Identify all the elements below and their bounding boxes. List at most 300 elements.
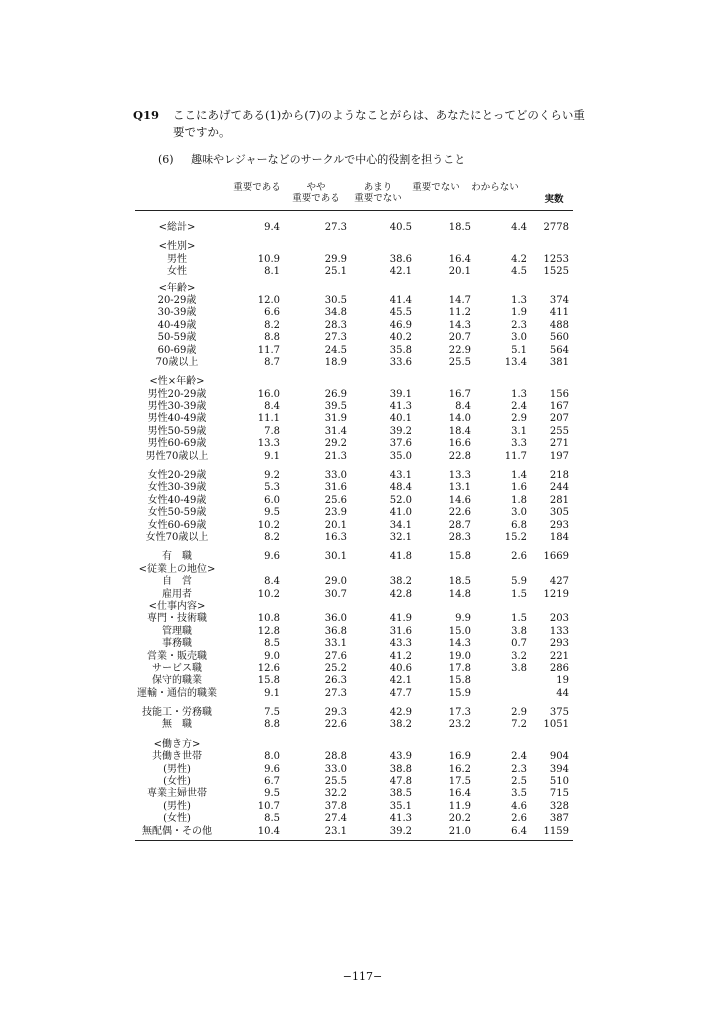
cell-col6: 564 <box>549 344 569 356</box>
row-label: <働き方> <box>153 738 201 750</box>
table-header <box>135 180 573 210</box>
cell-col5: 3.0 <box>511 507 527 519</box>
cell-col2: 39.5 <box>324 401 347 413</box>
cell-col5: 3.5 <box>511 788 527 800</box>
header-somewhat-important-line2: 重要である <box>292 193 340 204</box>
table-row <box>135 651 573 663</box>
cell-col4: 14.0 <box>448 413 471 425</box>
row-label: <仕事内容> <box>148 600 206 612</box>
table-row <box>135 401 573 413</box>
cell-col2: 33.0 <box>324 470 347 482</box>
cell-col4: 25.5 <box>448 356 471 368</box>
header-not-very-important <box>345 182 411 204</box>
cell-col5: 2.6 <box>511 813 527 825</box>
cell-col6: 375 <box>549 707 569 719</box>
cell-col5: 1.5 <box>511 588 527 600</box>
row-label: 男性60-69歳 <box>147 438 207 450</box>
cell-col2: 22.6 <box>324 719 347 731</box>
header-rule <box>135 210 573 211</box>
cell-col1: 7.5 <box>264 707 280 719</box>
cell-col2: 31.6 <box>324 482 347 494</box>
survey-table <box>135 180 573 841</box>
cell-col5: 1.8 <box>511 494 527 506</box>
cell-col4: 19.0 <box>448 650 471 662</box>
cell-col2: 28.3 <box>324 319 347 331</box>
cell-col1: 10.4 <box>257 825 280 837</box>
header-somewhat-important <box>285 182 347 204</box>
cell-col4: 16.4 <box>448 788 471 800</box>
bottom-rule <box>135 840 573 841</box>
cell-col2: 23.9 <box>324 507 347 519</box>
cell-col6: 271 <box>549 438 569 450</box>
table-row <box>135 551 573 563</box>
table-row <box>135 688 573 700</box>
table-row <box>135 801 573 813</box>
cell-col6: 293 <box>549 638 569 650</box>
cell-col3: 39.2 <box>389 425 412 437</box>
cell-col2: 27.3 <box>324 687 347 699</box>
cell-col4: 13.1 <box>448 482 471 494</box>
row-label: 事務職 <box>162 638 192 650</box>
cell-col3: 31.6 <box>389 625 412 637</box>
cell-col4: 20.2 <box>448 813 471 825</box>
table-row <box>135 283 573 295</box>
cell-col1: 6.0 <box>264 494 280 506</box>
table-row <box>135 613 573 625</box>
cell-col6: 293 <box>549 519 569 531</box>
cell-col3: 35.0 <box>389 450 412 462</box>
row-label: 運輸・通信的職業 <box>137 687 217 699</box>
cell-col3: 40.2 <box>389 332 412 344</box>
cell-col4: 20.1 <box>448 266 471 278</box>
cell-col3: 41.3 <box>389 813 412 825</box>
row-label: <性別> <box>158 241 196 253</box>
row-label: (女性) <box>163 776 191 788</box>
cell-col4: 15.0 <box>448 625 471 637</box>
cell-col3: 34.1 <box>389 519 412 531</box>
cell-col3: 41.0 <box>389 507 412 519</box>
cell-col6: 167 <box>549 401 569 413</box>
cell-col4: 18.5 <box>448 576 471 588</box>
cell-col1: 8.7 <box>264 356 280 368</box>
cell-col6: 156 <box>549 388 569 400</box>
cell-col2: 33.1 <box>324 638 347 650</box>
cell-col2: 20.1 <box>324 519 347 531</box>
cell-col6: 1669 <box>543 551 569 563</box>
page-number: −117− <box>342 970 383 983</box>
cell-col5: 6.8 <box>511 519 527 531</box>
row-label: 雇用者 <box>162 588 192 600</box>
cell-col3: 48.4 <box>389 482 412 494</box>
cell-col4: 21.0 <box>448 825 471 837</box>
row-label: <総計> <box>158 222 196 233</box>
cell-col1: 9.5 <box>264 788 280 800</box>
cell-col3: 41.2 <box>389 650 412 662</box>
table-row <box>135 495 573 507</box>
cell-col5: 2.9 <box>511 413 527 425</box>
cell-col6: 328 <box>549 800 569 812</box>
cell-col3: 39.1 <box>389 388 412 400</box>
cell-col1: 12.0 <box>257 294 280 306</box>
table-row <box>135 813 573 825</box>
cell-col4: 23.2 <box>448 719 471 731</box>
table-row <box>135 576 573 588</box>
cell-col3: 38.8 <box>389 763 412 775</box>
cell-col1: 9.2 <box>264 470 280 482</box>
row-label: 有 職 <box>162 551 192 563</box>
cell-col3: 43.3 <box>389 638 412 650</box>
row-label: 専門・技術職 <box>147 613 207 625</box>
cell-col5: 1.3 <box>511 388 527 400</box>
row-label: 共働き世帯 <box>152 751 202 763</box>
cell-col6: 244 <box>549 482 569 494</box>
cell-col3: 40.6 <box>389 662 412 674</box>
table-row <box>135 707 573 719</box>
cell-col1: 8.2 <box>264 319 280 331</box>
cell-col4: 9.9 <box>455 613 471 625</box>
cell-col1: 10.8 <box>257 613 280 625</box>
table-row <box>135 739 573 751</box>
cell-col5: 2.4 <box>511 401 527 413</box>
cell-col2: 25.1 <box>324 266 347 278</box>
cell-col5: 2.9 <box>511 707 527 719</box>
cell-col3: 41.9 <box>389 613 412 625</box>
cell-col4: 8.4 <box>455 401 471 413</box>
cell-col2: 29.9 <box>324 253 347 265</box>
table-row <box>135 663 573 675</box>
cell-col4: 17.8 <box>448 662 471 674</box>
cell-col3: 42.1 <box>389 675 412 687</box>
cell-col3: 52.0 <box>389 494 412 506</box>
row-label: 男性70歳以上 <box>145 450 209 462</box>
cell-col4: 18.5 <box>448 222 471 233</box>
row-label: 女性70歳以上 <box>145 531 209 543</box>
cell-col1: 11.1 <box>257 413 280 425</box>
cell-col1: 8.5 <box>264 638 280 650</box>
cell-col1: 8.5 <box>264 813 280 825</box>
table-row <box>135 626 573 638</box>
table-row <box>135 675 573 687</box>
cell-col6: 381 <box>549 356 569 368</box>
cell-col6: 2778 <box>543 222 569 233</box>
cell-col5: 3.8 <box>511 625 527 637</box>
question-text: ここにあげてある(1)から(7)のようなことがらは、あなたにとってどのくらい重要ですか。 <box>173 108 585 139</box>
cell-col2: 23.1 <box>324 825 347 837</box>
cell-col2: 30.1 <box>324 551 347 563</box>
cell-col5: 1.5 <box>511 613 527 625</box>
subitem-number: (6) <box>158 153 174 166</box>
cell-col2: 30.5 <box>324 294 347 306</box>
cell-col4: 16.9 <box>448 751 471 763</box>
cell-col3: 40.5 <box>389 222 412 233</box>
cell-col6: 1253 <box>543 253 569 265</box>
table-row <box>135 601 573 613</box>
cell-col4: 22.9 <box>448 344 471 356</box>
table-row <box>135 520 573 532</box>
cell-col5: 3.8 <box>511 662 527 674</box>
cell-col4: 15.8 <box>448 551 471 563</box>
cell-col6: 374 <box>549 294 569 306</box>
cell-col5: 4.6 <box>511 800 527 812</box>
row-label: 女性 <box>167 266 187 278</box>
cell-col3: 41.8 <box>389 551 412 563</box>
cell-col6: 427 <box>549 576 569 588</box>
row-label: 営業・販売職 <box>147 650 207 662</box>
subitem <box>158 151 465 167</box>
cell-col5: 1.3 <box>511 294 527 306</box>
row-label: <従業上の地位> <box>138 563 216 575</box>
cell-col2: 31.9 <box>324 413 347 425</box>
cell-col3: 38.2 <box>389 719 412 731</box>
cell-col4: 16.4 <box>448 253 471 265</box>
cell-col1: 6.6 <box>264 307 280 319</box>
row-label: 40-49歳 <box>157 319 197 331</box>
cell-col4: 14.3 <box>448 638 471 650</box>
cell-col5: 5.9 <box>511 576 527 588</box>
row-label: (女性) <box>163 813 191 825</box>
cell-col6: 411 <box>549 307 569 319</box>
cell-col2: 27.3 <box>324 222 347 233</box>
cell-col5: 2.4 <box>511 751 527 763</box>
cell-col1: 8.2 <box>264 531 280 543</box>
cell-col5: 3.3 <box>511 438 527 450</box>
cell-col1: 13.3 <box>257 438 280 450</box>
row-label: 男性20-29歳 <box>147 388 207 400</box>
cell-col2: 31.4 <box>324 425 347 437</box>
cell-col1: 12.8 <box>257 625 280 637</box>
row-spacer <box>135 700 573 707</box>
cell-col6: 1525 <box>543 266 569 278</box>
row-label: (男性) <box>163 763 191 775</box>
cell-col3: 33.6 <box>389 356 412 368</box>
cell-col6: 197 <box>549 450 569 462</box>
row-label: 女性40-49歳 <box>147 494 207 506</box>
cell-col1: 9.1 <box>264 450 280 462</box>
cell-col4: 17.5 <box>448 776 471 788</box>
table-row <box>135 295 573 307</box>
row-label: 50-59歳 <box>157 332 197 344</box>
cell-col2: 29.0 <box>324 576 347 588</box>
cell-col5: 5.1 <box>511 344 527 356</box>
cell-col2: 32.2 <box>324 788 347 800</box>
cell-col6: 44 <box>556 687 569 699</box>
row-label: 女性30-39歳 <box>147 482 207 494</box>
cell-col5: 4.4 <box>511 222 527 233</box>
cell-col4: 11.2 <box>448 307 471 319</box>
row-label: 女性60-69歳 <box>147 519 207 531</box>
row-label: <年齢> <box>158 282 196 294</box>
cell-col6: 255 <box>549 425 569 437</box>
row-label: 男性50-59歳 <box>147 425 207 437</box>
cell-col3: 38.6 <box>389 253 412 265</box>
cell-col2: 36.8 <box>324 625 347 637</box>
cell-col5: 2.6 <box>511 551 527 563</box>
table-row <box>135 589 573 601</box>
cell-col5: 13.4 <box>504 356 527 368</box>
row-label: 20-29歳 <box>157 294 197 306</box>
row-label: 30-39歳 <box>157 307 197 319</box>
header-not-very-important-line2: 重要でない <box>354 193 402 204</box>
cell-col2: 30.7 <box>324 588 347 600</box>
table-row <box>135 222 573 234</box>
row-spacer <box>135 463 573 470</box>
cell-col2: 25.2 <box>324 662 347 674</box>
row-label: 自 営 <box>162 576 192 588</box>
cell-col6: 1219 <box>543 588 569 600</box>
row-label: 男性 <box>167 253 187 265</box>
cell-col6: 305 <box>549 507 569 519</box>
cell-col1: 15.8 <box>257 675 280 687</box>
cell-col2: 29.3 <box>324 707 347 719</box>
table-row <box>135 507 573 519</box>
header-important: 重要である <box>233 182 281 193</box>
table-row <box>135 826 573 838</box>
row-label: 60-69歳 <box>157 344 197 356</box>
cell-col6: 488 <box>549 319 569 331</box>
cell-col5: 3.2 <box>511 650 527 662</box>
cell-col5: 6.4 <box>511 825 527 837</box>
row-label: サービス職 <box>152 662 202 674</box>
cell-col3: 45.5 <box>389 307 412 319</box>
cell-col4: 16.2 <box>448 763 471 775</box>
question <box>133 107 593 141</box>
cell-col1: 8.4 <box>264 401 280 413</box>
table-row <box>135 413 573 425</box>
table-row <box>135 241 573 253</box>
table-row <box>135 266 573 278</box>
cell-col1: 10.2 <box>257 519 280 531</box>
cell-col3: 43.1 <box>389 470 412 482</box>
cell-col2: 33.0 <box>324 763 347 775</box>
cell-col6: 281 <box>549 494 569 506</box>
cell-col1: 5.3 <box>264 482 280 494</box>
cell-col5: 0.7 <box>511 638 527 650</box>
table-row <box>135 345 573 357</box>
cell-col1: 9.6 <box>264 551 280 563</box>
cell-col5: 2.3 <box>511 763 527 775</box>
table-row <box>135 764 573 776</box>
cell-col2: 24.5 <box>324 344 347 356</box>
row-label: 男性30-39歳 <box>147 401 207 413</box>
cell-col1: 11.7 <box>257 344 280 356</box>
cell-col6: 203 <box>549 613 569 625</box>
cell-col4: 14.3 <box>448 319 471 331</box>
cell-col3: 43.9 <box>389 751 412 763</box>
cell-col2: 25.5 <box>324 776 347 788</box>
row-label: 技能工・労務職 <box>142 707 212 719</box>
cell-col5: 2.5 <box>511 776 527 788</box>
cell-col2: 36.0 <box>324 613 347 625</box>
cell-col4: 16.7 <box>448 388 471 400</box>
cell-col6: 510 <box>549 776 569 788</box>
cell-col5: 1.9 <box>511 307 527 319</box>
header-somewhat-important-line1: やや <box>306 182 326 193</box>
cell-col6: 218 <box>549 470 569 482</box>
cell-col4: 16.6 <box>448 438 471 450</box>
table-row <box>135 320 573 332</box>
row-label: 70歳以上 <box>155 356 199 368</box>
cell-col3: 35.1 <box>389 800 412 812</box>
cell-col3: 39.2 <box>389 825 412 837</box>
cell-col4: 11.9 <box>448 800 471 812</box>
cell-col2: 37.8 <box>324 800 347 812</box>
cell-col1: 9.5 <box>264 507 280 519</box>
table-row <box>135 357 573 369</box>
cell-col2: 27.3 <box>324 332 347 344</box>
table-row <box>135 638 573 650</box>
cell-col5: 7.2 <box>511 719 527 731</box>
table-row <box>135 254 573 266</box>
cell-col3: 37.6 <box>389 438 412 450</box>
table-row <box>135 451 573 463</box>
cell-col6: 1159 <box>543 825 569 837</box>
row-label: 保守的職業 <box>152 675 202 687</box>
cell-col2: 25.6 <box>324 494 347 506</box>
cell-col3: 42.1 <box>389 266 412 278</box>
cell-col4: 15.8 <box>448 675 471 687</box>
table-row <box>135 751 573 763</box>
cell-col3: 46.9 <box>389 319 412 331</box>
cell-col5: 1.6 <box>511 482 527 494</box>
cell-col1: 9.4 <box>264 222 280 233</box>
cell-col5: 15.2 <box>504 531 527 543</box>
table-row <box>135 532 573 544</box>
cell-col3: 42.8 <box>389 588 412 600</box>
cell-col3: 35.8 <box>389 344 412 356</box>
row-label: (男性) <box>163 800 191 812</box>
cell-col1: 8.0 <box>264 751 280 763</box>
cell-col1: 16.0 <box>257 388 280 400</box>
table-row <box>135 376 573 388</box>
cell-col3: 47.7 <box>389 687 412 699</box>
row-spacer <box>135 544 573 551</box>
cell-col4: 20.7 <box>448 332 471 344</box>
cell-col5: 2.3 <box>511 319 527 331</box>
cell-col5: 11.7 <box>504 450 527 462</box>
cell-col3: 47.8 <box>389 776 412 788</box>
table-row <box>135 332 573 344</box>
cell-col6: 904 <box>549 751 569 763</box>
cell-col6: 133 <box>549 625 569 637</box>
cell-col4: 22.6 <box>448 507 471 519</box>
cell-col3: 38.2 <box>389 576 412 588</box>
cell-col4: 17.3 <box>448 707 471 719</box>
table-row <box>135 719 573 731</box>
cell-col2: 26.3 <box>324 675 347 687</box>
cell-col1: 10.7 <box>257 800 280 812</box>
cell-col4: 18.4 <box>448 425 471 437</box>
cell-col1: 7.8 <box>264 425 280 437</box>
cell-col3: 41.4 <box>389 294 412 306</box>
cell-col1: 8.8 <box>264 719 280 731</box>
cell-col4: 15.9 <box>448 687 471 699</box>
row-spacer <box>135 234 573 241</box>
table-row <box>135 788 573 800</box>
row-label: 女性20-29歳 <box>147 470 207 482</box>
table-row <box>135 426 573 438</box>
cell-col6: 207 <box>549 413 569 425</box>
cell-col6: 19 <box>556 675 569 687</box>
cell-col3: 42.9 <box>389 707 412 719</box>
cell-col1: 8.8 <box>264 332 280 344</box>
row-label: 無配偶・その他 <box>142 825 212 837</box>
cell-col4: 28.7 <box>448 519 471 531</box>
subitem-text: 趣味やレジャーなどのサークルで中心的役割を担うこと <box>191 153 466 166</box>
cell-col2: 27.4 <box>324 813 347 825</box>
cell-col6: 560 <box>549 332 569 344</box>
cell-col2: 34.8 <box>324 307 347 319</box>
cell-col3: 40.1 <box>389 413 412 425</box>
